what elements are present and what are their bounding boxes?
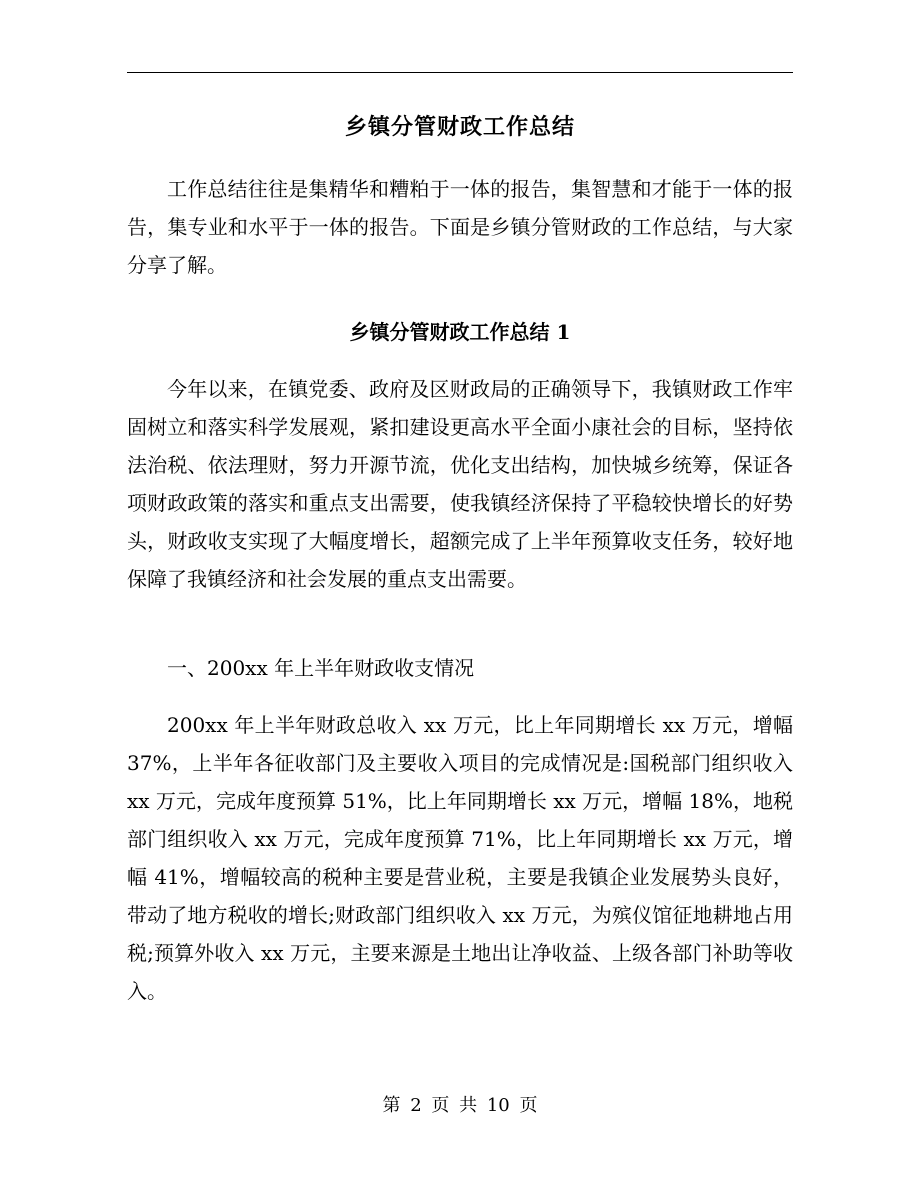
body-paragraph-1: 今年以来，在镇党委、政府及区财政局的正确领导下，我镇财政工作牢固树立和落实科学发展观，紧扣建设更高水平全面小康社会的目标，坚持依法治税、依法理财，努力开源节流，优化支出结构，加快城乡统筹，保证各项财政政策的落实和重点支出需要，使我镇经济保持了平稳较快增长的好势头，财政收支实现了大幅度增长，超额完成了上半年预算收支任务，较好地保障了我镇经济和社会发展的重点支出需要。 (127, 377, 793, 591)
document-title: 乡镇分管财政工作总结 (344, 114, 575, 140)
header-rule (127, 72, 793, 73)
section-title: 乡镇分管财政工作总结 1 (349, 320, 571, 344)
section-heading-1: 一、200xx 年上半年财政收支情况 (167, 656, 475, 680)
intro-paragraph: 工作总结往往是集精华和糟粕于一体的报告，集智慧和才能于一体的报告，集专业和水平于一体的报告。下面是乡镇分管财政的工作总结，与大家分享了解。 (127, 177, 793, 277)
page-number: 第 2 页 共 10 页 (382, 1095, 538, 1116)
body-paragraph-2: 200xx 年上半年财政总收入 xx 万元，比上年同期增长 xx 万元，增幅 37%，上半年各征收部门及主要收入项目的完成情况是:国税部门组织收入 xx 万元，完成年度预算 51%，比上年同期增长 xx 万元，增幅 18%，地税部门组织收入 xx 万元，完成年度预算 71%，比上年同期增长 xx 万元，增幅 41%，增幅较高的税种主要是营业税，主要是我镇企业发展势头良好，带动了地方税收的增长;财政部门组织收入 xx 万元，为殡仪馆征地耕地占用税;预算外收入 xx 万元，主要来源是土地出让净收益、上级各部门补助等收入。 (127, 713, 793, 1003)
